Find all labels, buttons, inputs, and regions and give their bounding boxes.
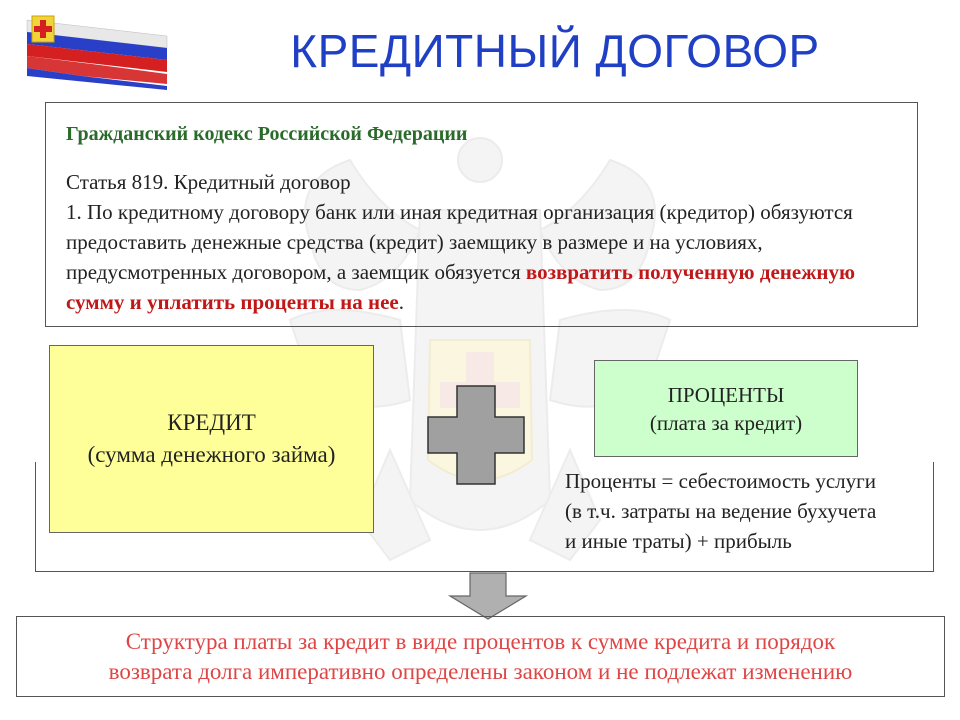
page-title: КРЕДИТНЫЙ ДОГОВОР	[290, 25, 820, 77]
formula-line-1: Проценты = себестоимость услуги	[565, 469, 876, 493]
conclusion-line-1: Структура платы за кредит в виде процентов к сумме кредита и порядок	[125, 628, 836, 654]
article-title: Статья 819. Кредитный договор	[66, 170, 351, 194]
civil-code-box	[45, 102, 918, 327]
formula-line-3: и иные траты) + прибыль	[565, 529, 792, 553]
article-text	[66, 197, 897, 317]
credit-title: КРЕДИТ	[167, 410, 256, 435]
percent-title: ПРОЦЕНТЫ	[667, 382, 785, 407]
plus-icon	[427, 385, 525, 485]
flag-with-emblem-icon	[22, 14, 172, 92]
conclusion-line-2: возврата долга императивно определены законом и не подлежат изменению	[108, 658, 853, 684]
percent-subtitle: (плата за кредит)	[649, 410, 803, 435]
percent-box	[594, 360, 858, 457]
article-end: .	[398, 290, 404, 314]
credit-box	[49, 345, 374, 533]
conclusion-box	[16, 616, 945, 697]
percent-formula	[565, 466, 930, 556]
formula-line-2: (в т.ч. затраты на ведение бухучета	[565, 499, 877, 523]
article-paragraph: 1. По кредитному договору банк или иная кредитная организация (кредитор) обязуются предоставить денежные средства (кредит) заемщику в размере и на условиях, предусмотренных договором, а заемщик обязуется	[66, 200, 853, 284]
credit-subtitle: (сумма денежного займа)	[87, 442, 336, 467]
civil-code-heading: Гражданский кодекс Российской Федерации	[66, 123, 468, 145]
arrow-down-icon	[448, 572, 528, 620]
article-highlight: возвратить полученную денежную сумму и уплатить проценты на нее	[66, 260, 856, 314]
